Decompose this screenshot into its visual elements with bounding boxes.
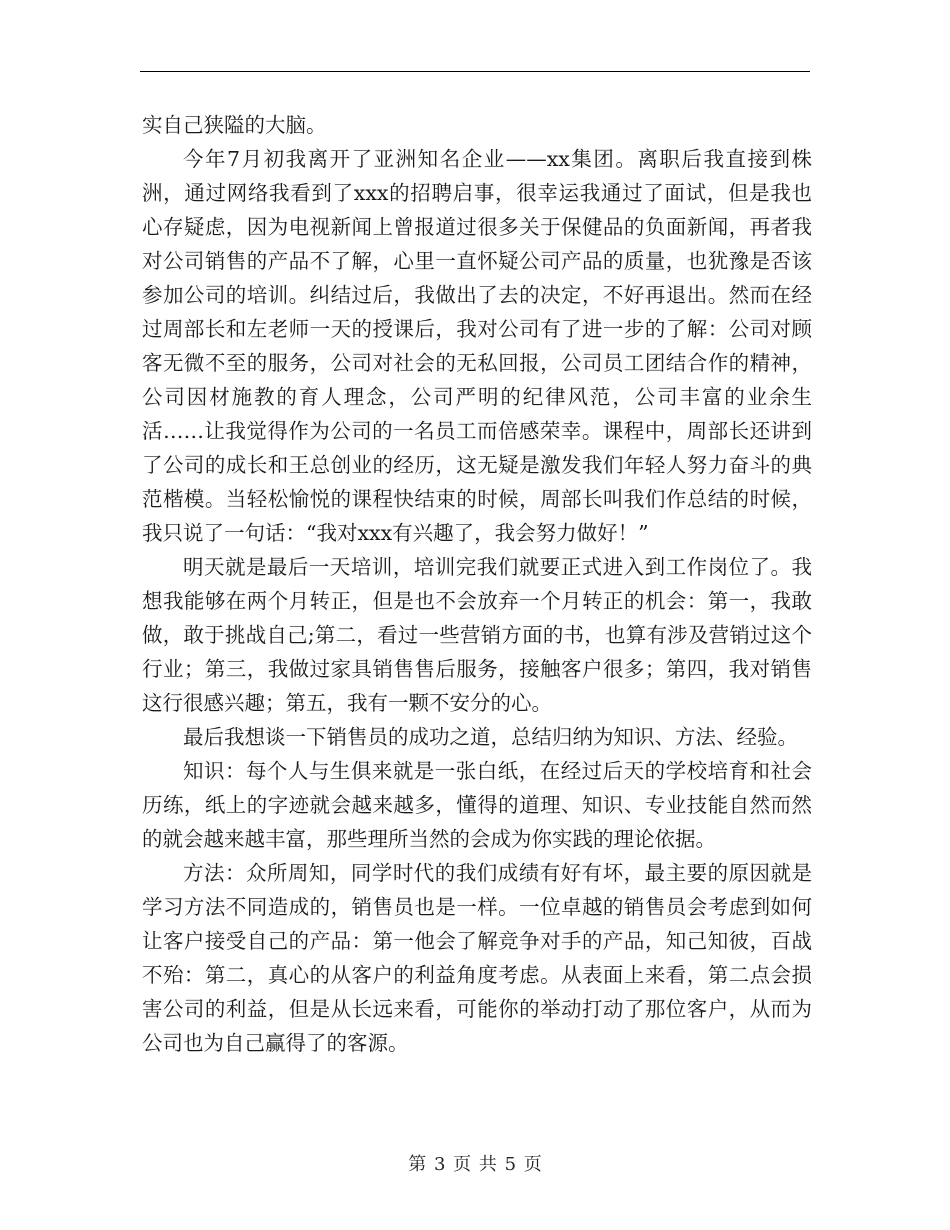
header-rule: [140, 71, 810, 72]
paragraph-6: 方法：众所周知，同学时代的我们成绩有好有坏，最主要的原因就是学习方法不同造成的，销售员也是一样。一位卓越的销售员会考虑到如何让客户接受自己的产品：第一他会了解竞争对手的产品，知己知彼，百战不殆：第二，真心的从客户的利益角度考虑。从表面上来看，第二点会损害公司的利益，但是从长远来看，可能你的举动打动了那位客户，从而为公司也为自己赢得了的客源。: [142, 861, 812, 1055]
paragraph-3: 明天就是最后一天培训，培训完我们就要正式进入到工作岗位了。我想我能够在两个月转正，但是也不会放弃一个月转正的机会：第一，我敢做，敢于挑战自己;第二，看过一些营销方面的书，也算有涉及营销过这个行业；第三，我做过家具销售售后服务，接触客户很多；第四，我对销售这行很感兴趣；第五，我有一颗不安分的心。: [142, 555, 812, 715]
paragraph-1: 实自己狭隘的大脑。: [142, 113, 327, 137]
paragraph-4: 最后我想谈一下销售员的成功之道，总结归纳为知识、方法、经验。: [183, 725, 798, 749]
page-number-footer: 第 3 页 共 5 页: [408, 1154, 542, 1175]
paragraph-2: 今年7月初我离开了亚洲知名企业——xx集团。离职后我直接到株洲，通过网络我看到了xxx的招聘启事，很幸运我通过了面试，但是我也心存疑虑，因为电视新闻上曾报道过很多关于保健品的负面新闻，再者我对公司销售的产品不了解，心里一直怀疑公司产品的质量，也犹豫是否该参加公司的培训。纠结过后，我做出了去的决定，不好再退出。然而在经过周部长和左老师一天的授课后，我对公司有了进一步的了解：公司对顾客无微不至的服务，公司对社会的无私回报，公司员工团结合作的精神，公司因材施教的育人理念，公司严明的纪律风范，公司丰富的业余生活……让我觉得作为公司的一名员工而倍感荣幸。课程中，周部长还讲到了公司的成长和王总创业的经历，这无疑是激发我们年轻人努力奋斗的典范楷模。当轻松愉悦的课程快结束的时候，周部长叫我们作总结的时候，我只说了一句话：“我对xxx有兴趣了，我会努力做好！”: [142, 147, 812, 545]
document-body: [142, 108, 812, 1060]
paragraph-5: 知识：每个人与生俱来就是一张白纸，在经过后天的学校培育和社会历练，纸上的字迹就会越来越多，懂得的道理、知识、专业技能自然而然的就会越来越丰富，那些理所当然的会成为你实践的理论依据。: [142, 759, 812, 851]
